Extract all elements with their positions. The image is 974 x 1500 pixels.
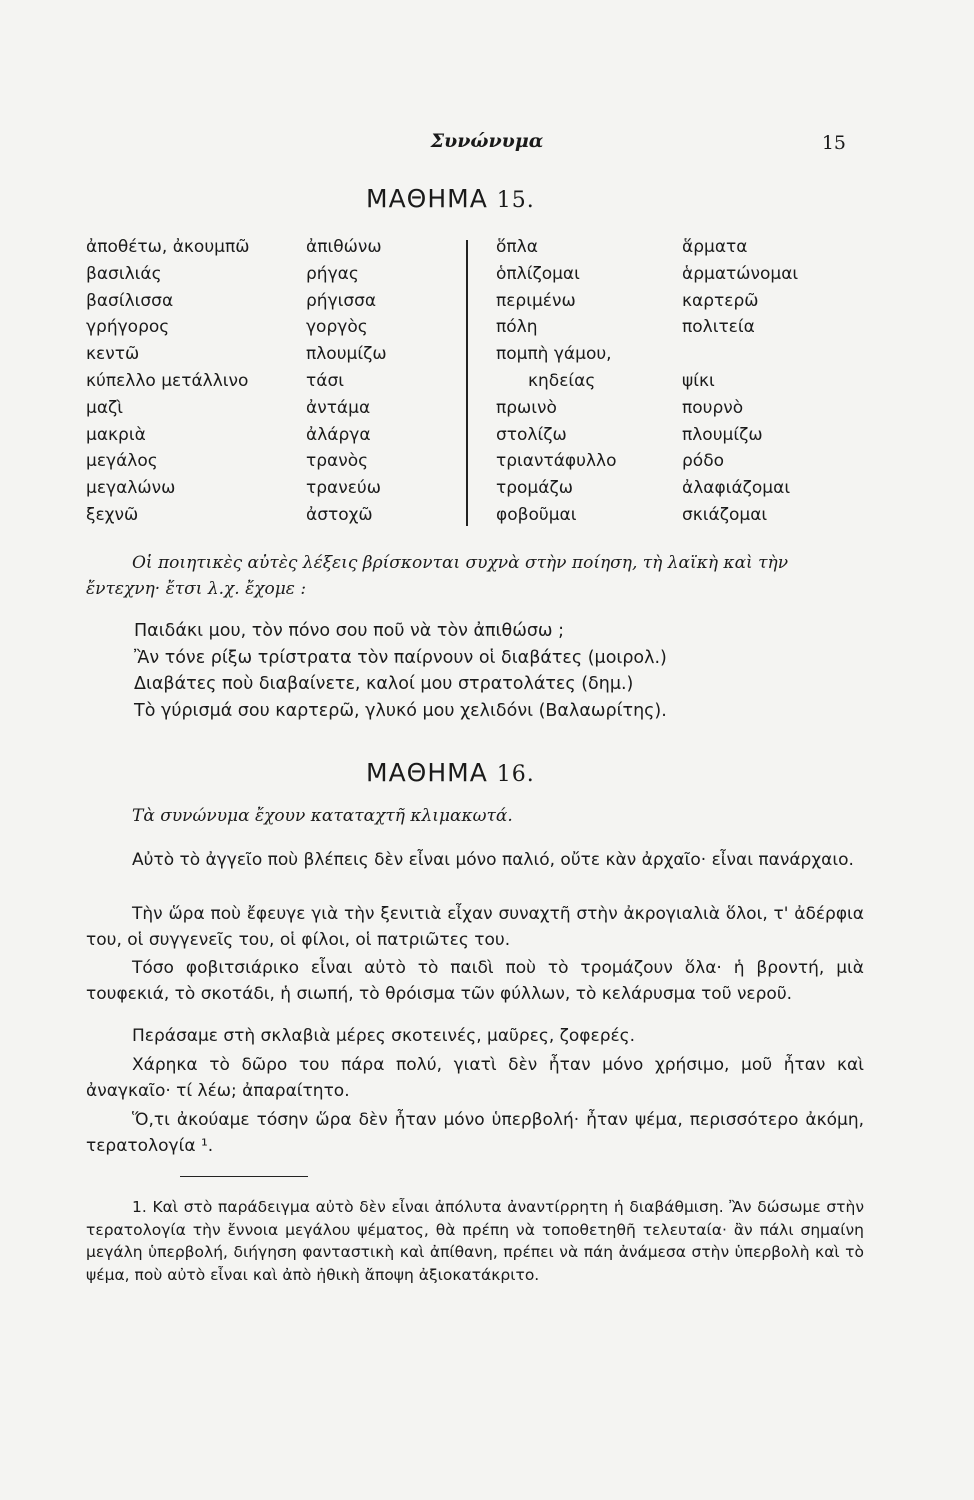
word xyxy=(682,341,798,368)
word: κεντῶ xyxy=(86,344,140,365)
word: ξεχνῶ xyxy=(86,504,139,525)
lesson-16-subtitle: Τὰ συνώνυμα ἔχουν καταταχτῆ κλιμακωτά. xyxy=(132,806,513,826)
word: ἀπιθώνω xyxy=(306,237,382,257)
word: κηδείας xyxy=(528,370,596,391)
footnote-rule xyxy=(180,1176,308,1177)
word: πομπὴ γάμου, xyxy=(496,344,612,365)
page-number: 15 xyxy=(821,132,846,154)
word-column-1 xyxy=(86,234,249,529)
word-column-3 xyxy=(496,234,617,529)
word: καρτερῶ xyxy=(682,290,759,311)
example-paragraph-1: Αὐτὸ τὸ ἀγγεῖο ποὺ βλέπεις δὲν εἶναι μόνο παλιό, οὔτε κὰν ἀρχαῖο· εἶναι πανάρχαιο. xyxy=(132,850,854,870)
example-paragraph-4: Περάσαμε στὴ σκλαβιὰ μέρες σκοτεινές, μαῦρες, ζοφερές. xyxy=(132,1026,636,1046)
lesson-title: ΜΑΘΗΜΑ xyxy=(366,184,488,213)
note-line-2: ἔντεχνη· ἔτσι λ.χ. ἔχομε : xyxy=(86,579,307,599)
lesson-title: ΜΑΘΗΜΑ xyxy=(366,758,488,787)
lesson-number: 16. xyxy=(496,762,535,787)
word: περιμένω xyxy=(496,290,576,311)
example-paragraph-6: Ὅ,τι ἀκούαμε τόσην ὥρα δὲν ἦταν μόνο ὑπερβολή· ἦταν ψέμα, περισσότερο ἀκόμη, τερατολογία ¹. xyxy=(86,1110,864,1156)
word: πόλη xyxy=(496,317,538,338)
word: τρομάζω xyxy=(496,478,573,499)
example-paragraph-3: Τόσο φοβιτσιάρικο εἶναι αὐτὸ τὸ παιδὶ ποὺ τὸ τρομάζουν ὅλα· ἡ βροντή, μιὰ τουφεκιά, τὸ σκοτάδι, ἡ σιωπή, τὸ θρόισμα τῶν φύλλων, τὸ κελάρυσμα τοῦ νεροῦ. xyxy=(86,958,864,1004)
word: ἀλαφιάζομαι xyxy=(682,478,791,499)
word: πρωινὸ xyxy=(496,397,557,418)
word: πλουμίζω xyxy=(306,344,387,365)
running-header: Συνώνυμα xyxy=(430,130,544,152)
lesson-15-heading xyxy=(366,184,535,213)
word: μεγαλώνω xyxy=(86,478,176,499)
word: μακριὰ xyxy=(86,424,146,445)
word: κύπελλο μετάλλινο xyxy=(86,370,249,391)
note-line-1: Οἱ ποιητικὲς αὐτὲς λέξεις βρίσκονται συχνὰ στὴν ποίηση, τὴ λαϊκὴ καὶ τὴν xyxy=(132,553,789,573)
word: ρόδο xyxy=(682,451,724,472)
word: ἅρματα xyxy=(682,237,748,257)
footnote: 1. Καὶ στὸ παράδειγμα αὐτὸ δὲν εἶναι ἀπόλυτα ἀναντίρρητη ἡ διαβάθμιση. Ἂν δώσωμε στὴν τερατολογία τὴν ἔννοια μεγάλου ψέματος, θὰ πρέπη νὰ τοποθετηθῆ τελευταία· ἂν πάλι σημαίνη μεγάλη ὑπερβολή, διήγηση φανταστικὴ καὶ ἀπίθανη, πρέπει νὰ πάη ἀνάμεσα στὴν ὑπερβολὴ καὶ τὸ ψέμα, ποὺ αὐτὸ εἶναι καὶ ἀπὸ ἠθικὴ ἄποψη ἀξιοκατάκριτο. xyxy=(86,1198,864,1284)
example-paragraph-5: Χάρηκα τὸ δῶρο του πάρα πολύ, γιατὶ δὲν ἦταν μόνο χρήσιμο, μοῦ ἦταν καὶ ἀναγκαῖο· τί λέω; ἀπαραίτητο. xyxy=(86,1055,864,1101)
word: ὁπλίζομαι xyxy=(496,263,580,284)
word: τρανὸς xyxy=(306,451,369,472)
word: στολίζω xyxy=(496,424,567,445)
word: πλουμίζω xyxy=(682,424,763,445)
word: τάσι xyxy=(306,370,344,391)
quote-line: Διαβάτες ποὺ διαβαίνετε, καλοί μου στρατολάτες (δημ.) xyxy=(134,674,634,694)
word: ἀποθέτω, ἀκουμπῶ xyxy=(86,237,250,257)
word: ἀλάργα xyxy=(306,424,371,445)
quote-line: Ἂν τόνε ρίξω τρίστρατα τὸν παίρνουν οἱ διαβάτες (μοιρολ.) xyxy=(134,647,667,668)
word: ρήγας xyxy=(306,263,359,284)
word: πουρνὸ xyxy=(682,397,744,418)
word: μεγάλος xyxy=(86,451,158,472)
word: μαζὶ xyxy=(86,397,124,418)
word: ἁρματώνομαι xyxy=(682,263,799,284)
word: βασιλιάς xyxy=(86,263,162,284)
word: γοργὸς xyxy=(306,317,368,338)
word: ὅπλα xyxy=(496,237,538,257)
lesson-16-heading xyxy=(366,758,535,787)
column-divider xyxy=(466,240,468,526)
lesson-number: 15. xyxy=(496,188,535,213)
word: τριαντάφυλλο xyxy=(496,451,617,472)
poetry-quotes xyxy=(134,618,667,724)
example-paragraph-2: Τὴν ὥρα ποὺ ἔφευγε γιὰ τὴν ξενιτιὰ εἶχαν συναχτῆ στὴν ἀκρογιαλιὰ ὅλοι, τ' ἀδέρφια του, οἱ συγγενεῖς του, οἱ φίλοι, οἱ πατριῶτες του. xyxy=(86,904,864,950)
word-column-4 xyxy=(682,234,798,529)
note-paragraph xyxy=(86,550,876,602)
word: ρήγισσα xyxy=(306,290,377,311)
word: πολιτεία xyxy=(682,317,755,338)
word: ἀστοχῶ xyxy=(306,504,373,525)
word: φοβοῦμαι xyxy=(496,504,577,525)
word: τρανεύω xyxy=(306,478,381,499)
word: γρήγορος xyxy=(86,317,170,338)
word: ἀντάμα xyxy=(306,397,371,418)
word: ψίκι xyxy=(682,370,715,391)
word: σκιάζομαι xyxy=(682,504,768,525)
quote-line: Παιδάκι μου, τὸν πόνο σου ποῦ νὰ τὸν ἀπιθώσω ; xyxy=(134,621,565,641)
word: βασίλισσα xyxy=(86,290,174,311)
quote-line: Τὸ γύρισμά σου καρτερῶ, γλυκό μου χελιδόνι (Βαλαωρίτης). xyxy=(134,700,667,721)
word-column-2 xyxy=(306,234,387,529)
